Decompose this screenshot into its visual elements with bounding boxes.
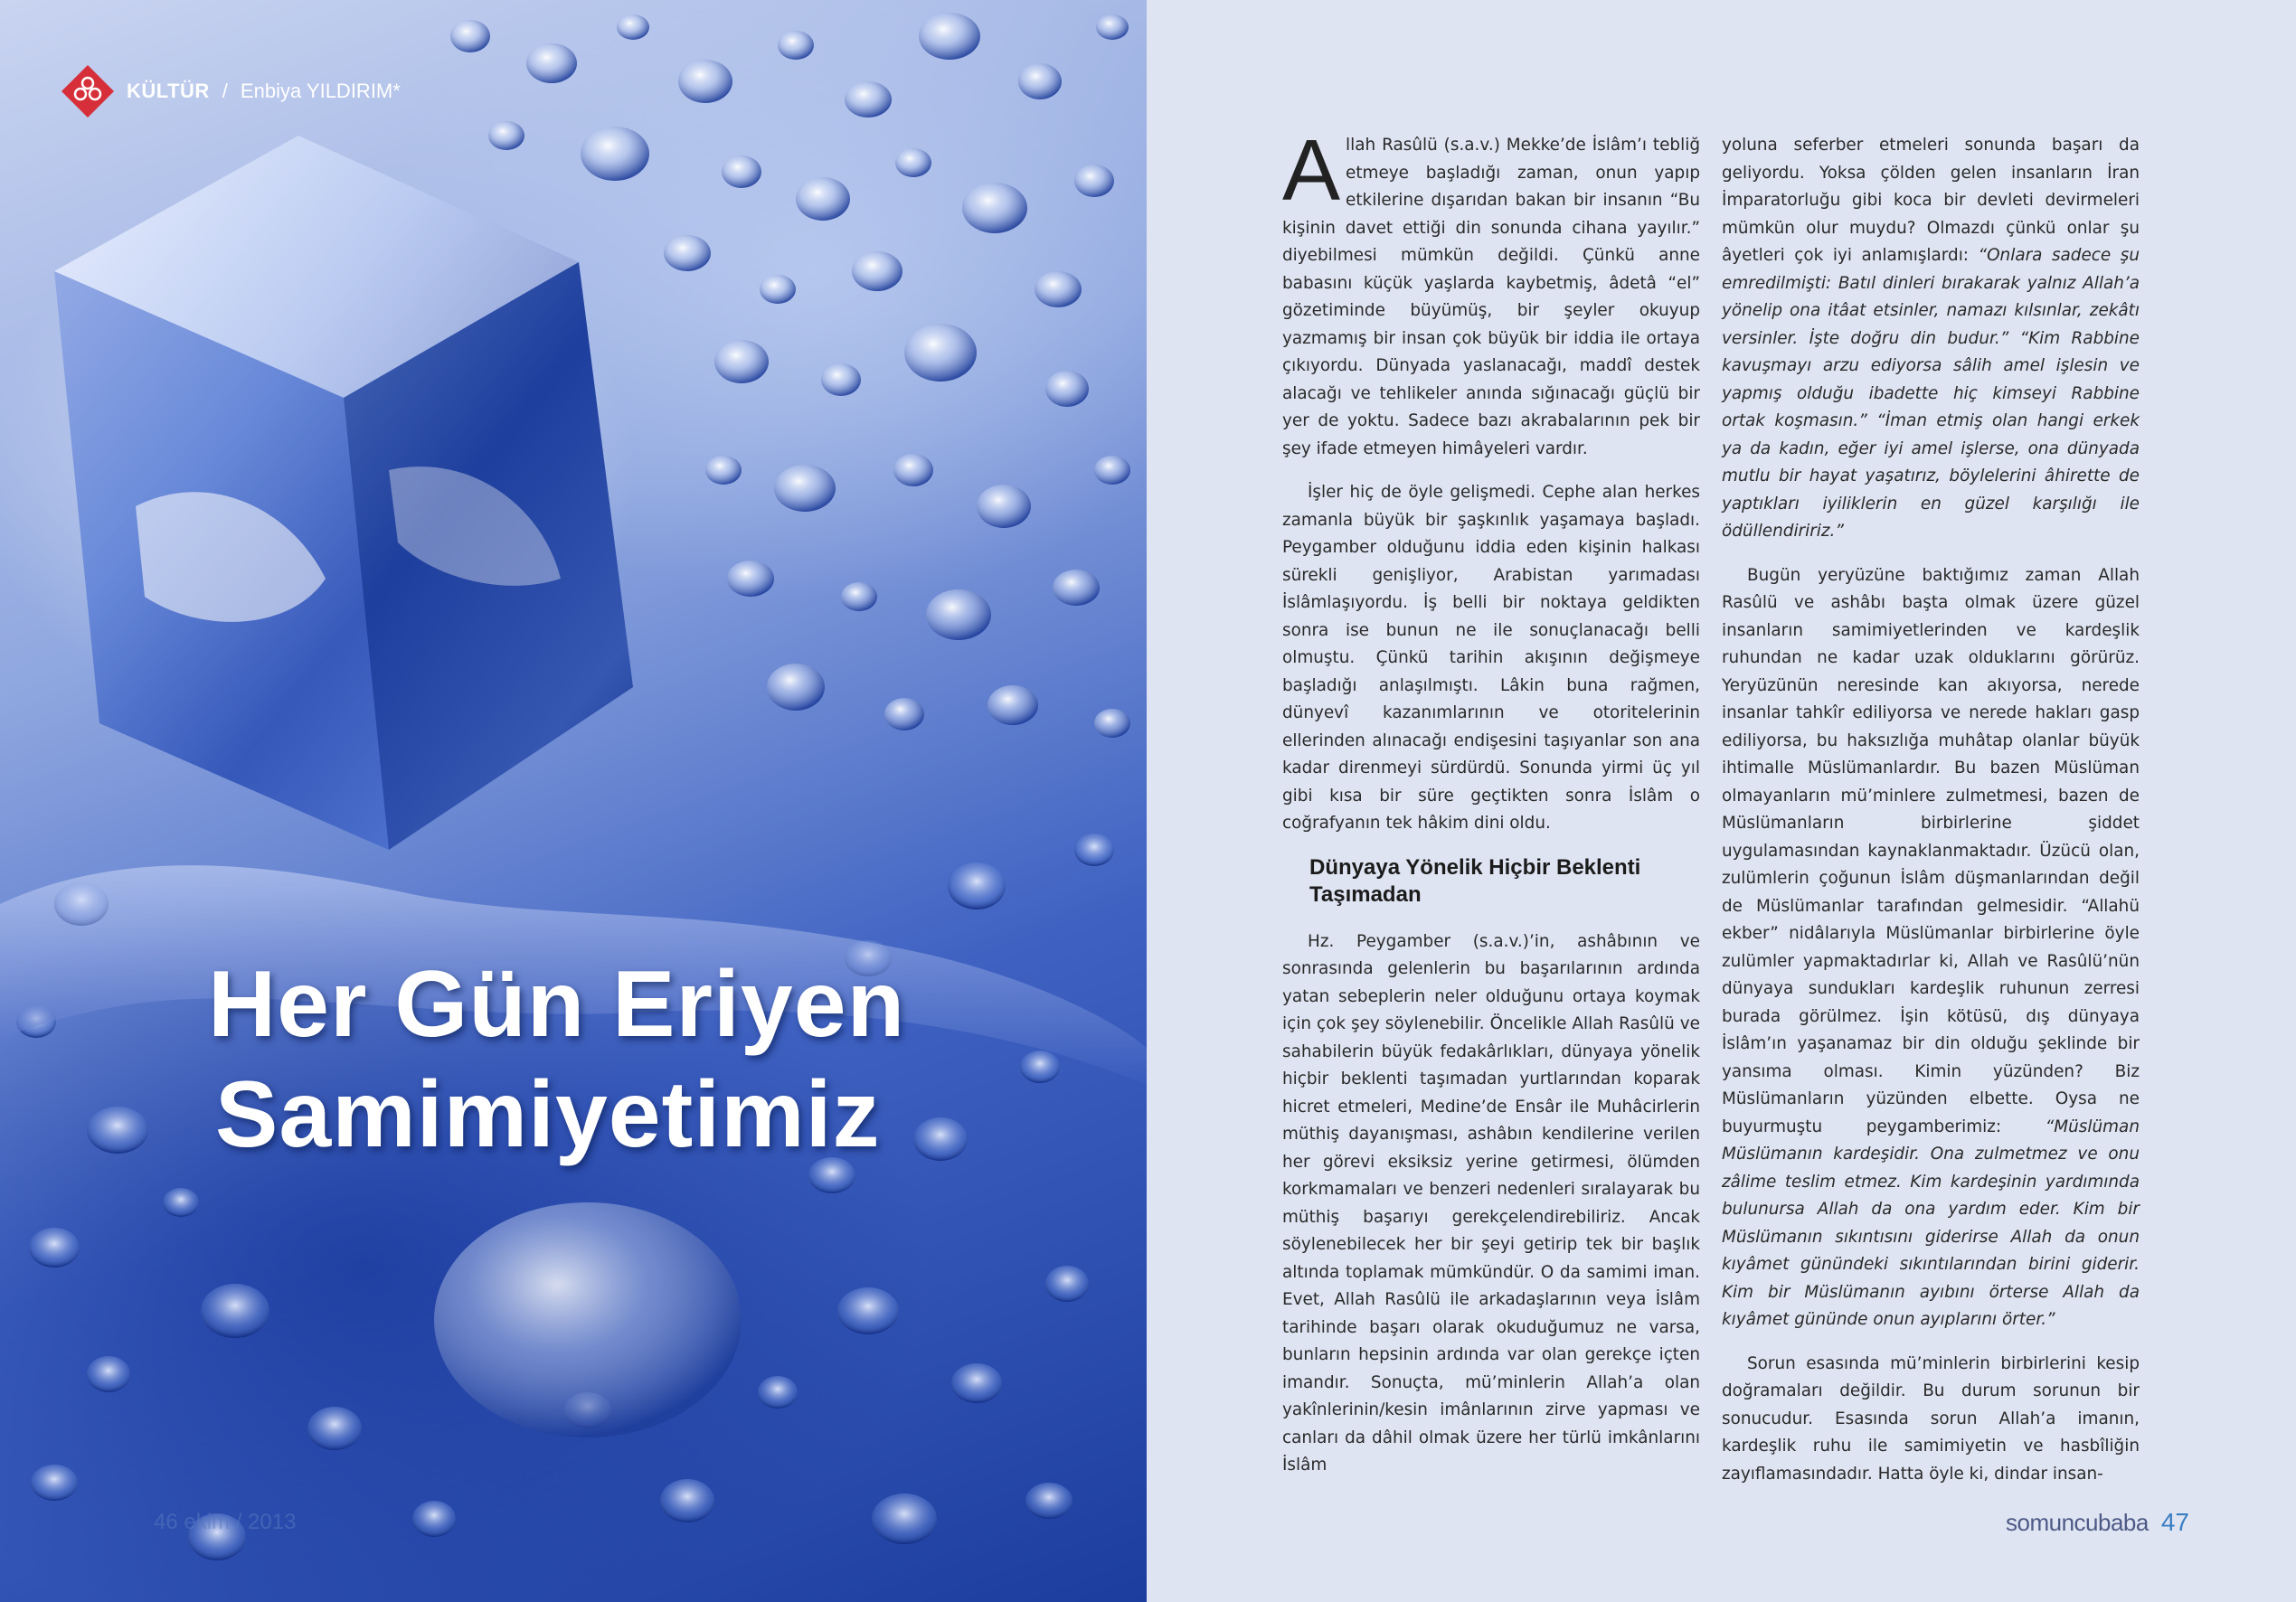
article-page bbox=[1147, 0, 2296, 1602]
section-subheading: Dünyaya Yönelik Hiçbir Beklenti Taşımadan bbox=[1309, 854, 1641, 907]
title-line-1: Her Gün Eriyen bbox=[208, 952, 906, 1057]
page-footer bbox=[2006, 1508, 2189, 1537]
header-separator: / bbox=[222, 80, 228, 102]
article-title bbox=[208, 949, 1022, 1170]
quote-text: “Onlara sadece şu emredilmişti: Batıl dinleri bırakarak yalnız Allah’a yönelip ona itâat etsinler, namazı kılsınlar, zekâtı versinler. İşte doğru din budur.” “Kim Rabbine kavuşmayı arzu ediyorsa sâlih amel işlesin ve yapmış olduğu ibadette hiç kimseyi Rabbine ortak koşmasın.” “İman etmiş olan hangi erkek ya da kadın, eğer iyi amel işlerse, ona dünyada mutlu bir hayat yaşatırız, böylelerini âhirette de yaptıkları iyiliklerin en güzel karşılığı ile ödüllendiririz.” bbox=[1722, 246, 2140, 541]
water-droplets-background bbox=[0, 0, 1147, 1602]
article-column-1 bbox=[1282, 122, 1700, 1496]
left-page-footer: 46 ekim / 2013 bbox=[154, 1510, 297, 1534]
section-header bbox=[60, 63, 401, 119]
quote-text: “Müslüman Müslümanın kardeşidir. Ona zulmetmez ve onu zâlime teslim etmez. Kim kardeşinin yardımında bulunursa Allah da ona yardım eder. Kim bir Müslümanın sıkıntısını giderirse Allah da onun kıyâmet günündeki sıkıntılarından birini giderir. Kim bir Müslümanın ayıbını örterse Allah da kıyâmet gününde onun ayıplarını örter.” bbox=[1722, 1117, 2140, 1329]
category-label: KÜLTÜR bbox=[127, 80, 210, 102]
paragraph bbox=[1282, 122, 1700, 463]
paragraph bbox=[1722, 562, 2140, 1334]
paragraph: Sorun esasında mü’minlerin birbirlerini kesip doğramaları değildir. Bu durum sorunun bir sonucudur. Esasında sorun Allah’a imanın, kardeşlik ruhu ile samimiyetin ve hasbîliğin zayıflamasındadır. Hatta öyle ki, dindar insan- bbox=[1722, 1353, 2140, 1484]
paragraph: İşler hiç de öyle gelişmedi. Cephe alan herkes zamanla büyük bir şaşkınlık yaşamaya başladı. Peygamber olduğunu iddia eden kişinin halkası sürekli genişliyor, Arabistan yarımadası İslâmlaşıyordu. İş belli bir noktaya geldikten sonra ise bunun ne ile sonuçlanacağı belli olmuştu. Çünkü tarihin akışının değişmeye başladığı anlaşılmıştı. Lâkin buna rağmen, dünyevî kazanımlarının ve otoritelerinin ellerinden alınacağı endişesini taşıyanlar son ana kadar direnmeyi sürdürdü. Sonunda yirmi üç yıl gibi kısa bir süre geçtikten sonra İslâm o coğrafyanın tek hâkim dini oldu. bbox=[1282, 483, 1700, 833]
cover-image bbox=[0, 0, 1147, 1602]
drop-cap: A bbox=[1282, 122, 1341, 219]
author-name: Enbiya YILDIRIM* bbox=[240, 80, 401, 102]
magazine-logo-icon bbox=[60, 63, 116, 119]
paragraph-text: llah Rasûlü (s.a.v.) Mekke’de İslâm’ı tebliğ etmeye başladığı zaman, onun yapıp etkilerine dışarıdan bakan bir insanın “Bu kişinin davet ettiği din sonunda cihana yayılır.” diyebilmesi mümkün değildi. Çünkü anne babasını küçük yaşlarda kaybetmiş, âdetâ “el” gözetiminde büyümüş, bir şeyler okuyup yazmamış bir insan çok büyük bir iddia ile ortaya çıkıyordu. Dünyada yaslanacağı, maddî destek alacağı ve tehlikeler anında sığınacağı güçlü bir yer de yoktu. Sadece bazı akrabalarının pek bir şey ifade etmeyen himâyeleri vardır. bbox=[1282, 136, 1700, 458]
paragraph-text: yoluna seferber etmeleri sonunda başarı da geliyordu. Yoksa çölden gelen insanların İran İmparatorluğu gibi koca bir devleti devirmeleri mümkün olur muydu? Olmazdı çünkü onlar şu âyetleri çok iyi anlamışlardı: bbox=[1722, 136, 2140, 265]
ice-cube-illustration bbox=[54, 136, 633, 850]
paragraph-text: Bugün yeryüzüne baktığımız zaman Allah Rasûlü ve ashâbı başta olmak üzere güzel insanların samimiyetlerinden ve kardeşlik ruhundan ne kadar uzak olduklarını görürüz. Yeryüzünün neresinde kan akıyorsa, nerede insanlar tahkîr ediliyorsa ve nerede hakları gasp ediliyorsa, bu haksızlığa muhâtap olanlar büyük ihtimalle Müslümanlardır. Bu bazen Müslüman olmayanların mü’minlere zulmetmesi, bazen de Müslümanların birbirlerine şiddet uygulamasından kaynaklanmaktadır. Üzücü olan, zulümlerin çoğunun İslâm düşmanlarından değil de Müslümanlar tarafından gelmesidir. “Allahü ekber” nidâlarıyla Müslümanlar birbirlerine öyle zulümler yapmaktadırlar ki, Allah ve Rasûlü’nün dünyaya sundukları kardeşlik ruhunun zerresi burada görülmez. İşin kötüsü, dış dünyaya İslâm’ın yaşanamaz bir din olduğu şeklinde bir yansıma olması. Kimin yüzünden? Biz Müslümanların yüzünden elbette. Oysa ne buyurmuştu peygamberimiz: bbox=[1722, 565, 2140, 1136]
magazine-brand: somuncubaba bbox=[2006, 1509, 2149, 1536]
paragraph bbox=[1722, 132, 2140, 546]
title-line-2: Samimiyetimiz bbox=[215, 1062, 881, 1167]
page-number: 47 bbox=[2160, 1508, 2189, 1536]
article-column-2 bbox=[1722, 132, 2140, 1504]
paragraph: Hz. Peygamber (s.a.v.)’in, ashâbının ve sonrasında gelenlerin bu başarılarının ardında yatan sebeplerin neler olduğunu ortaya koymak için çok şey söylenebilir. Öncelikle Allah Rasûlü ve sahabilerin büyük fedakârlıkları, dünyaya yönelik hiçbir beklenti taşımadan yurtlarından koparak hicret etmeleri, Medine’de Ensâr ile Muhâcirlerin müthiş dayanışması, ashâbın kendilerine verilen her görevi eksiksiz yerine getirmesi, ölümden korkmamaları ve benzeri nedenleri sıralayarak bu müthiş başarıyı gerekçelendirebiliriz. Ancak söylenebilecek her bir şeyi getirip tek bir başlık altında toplamak mümkündür. O da samimi iman. Evet, Allah Rasûlü ile arkadaşlarının veya İslâm tarihinde başarı olarak okuduğumuz ne varsa, bunların hepsinin ardında var olan gerekçe içten imandır. Sonuçta, mü’minlerin Allah’a olan yakînlerinin/kesin imânlarının zirve yapması ve canları da dâhil olmak üzere her türlü imkânlarını İslâm bbox=[1282, 931, 1700, 1475]
